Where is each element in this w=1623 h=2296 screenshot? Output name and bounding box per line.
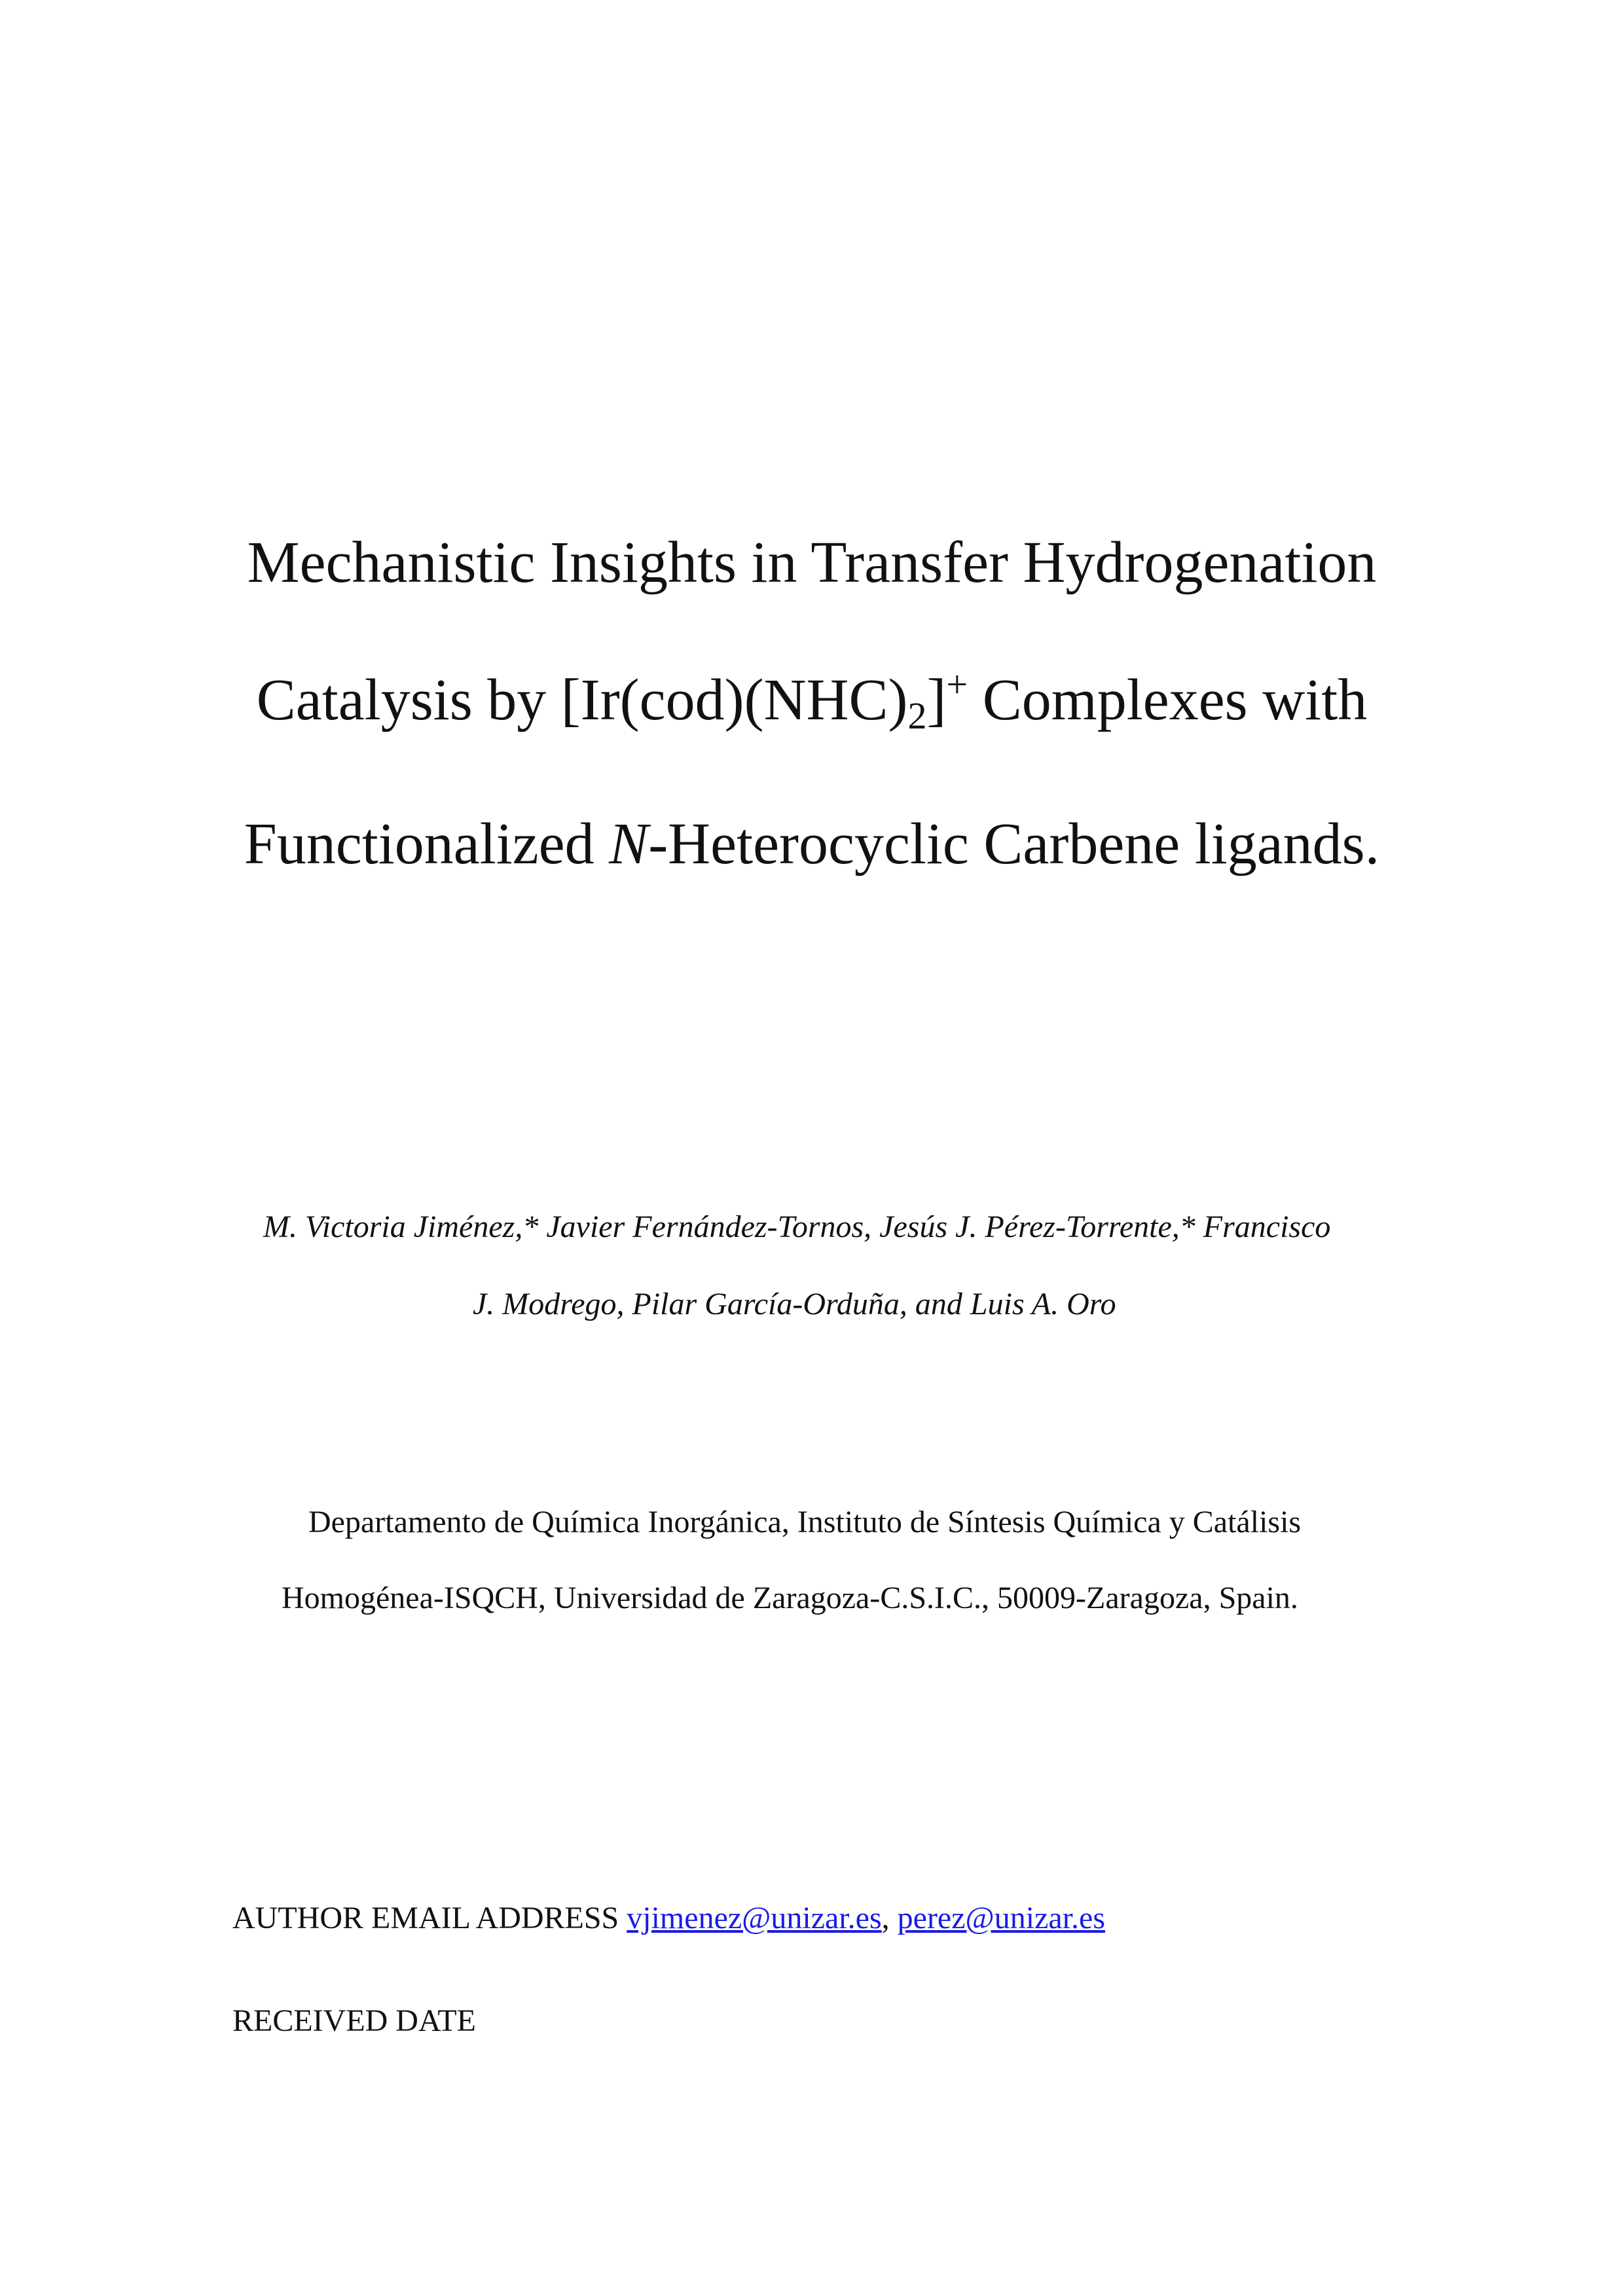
affiliation-line-2: Homogénea-ISQCH, Universidad de Zaragoza-C.S.I.C., 50009-Zaragoza, Spain. (282, 1581, 1298, 1615)
title-line-2-close: ] (926, 668, 947, 732)
title-subscript: 2 (907, 694, 927, 737)
title-superscript: + (946, 663, 968, 706)
title-line-3 (164, 812, 1460, 877)
email-link-vjimenez[interactable]: vjimenez@unizar.es (627, 1901, 882, 1935)
affiliation-line-1: Departamento de Química Inorgánica, Instituto de Síntesis Química y Catálisis (308, 1505, 1302, 1539)
title-line-1-text: Mechanistic Insights in Transfer Hydrogenation (247, 530, 1377, 595)
authors-line-1: M. Victoria Jiménez,* Javier Fernández-Tornos, Jesús J. Pérez-Torrente,* Francisco (263, 1210, 1331, 1244)
title-line-3-post: -Heterocyclic Carbene ligands. (648, 812, 1380, 876)
received-date: RECEIVED DATE (232, 2003, 476, 2038)
title-line-1 (164, 530, 1460, 596)
email-link-perez[interactable]: perez@unizar.es (897, 1901, 1106, 1935)
title-line-2-post: Complexes with (968, 668, 1368, 732)
title-line-2-pre: Catalysis by [Ir(cod)(NHC) (256, 668, 908, 732)
title-line-3-pre: Functionalized (244, 812, 610, 876)
author-email-line (232, 1899, 1105, 1938)
authors-line-2: J. Modrego, Pilar García-Orduña, and Luis A. Oro (473, 1287, 1116, 1321)
title-italic-n: N (609, 812, 649, 876)
author-email-label: AUTHOR EMAIL ADDRESS (232, 1901, 627, 1935)
title-line-2 (164, 663, 1460, 737)
email-separator: , (881, 1901, 898, 1935)
